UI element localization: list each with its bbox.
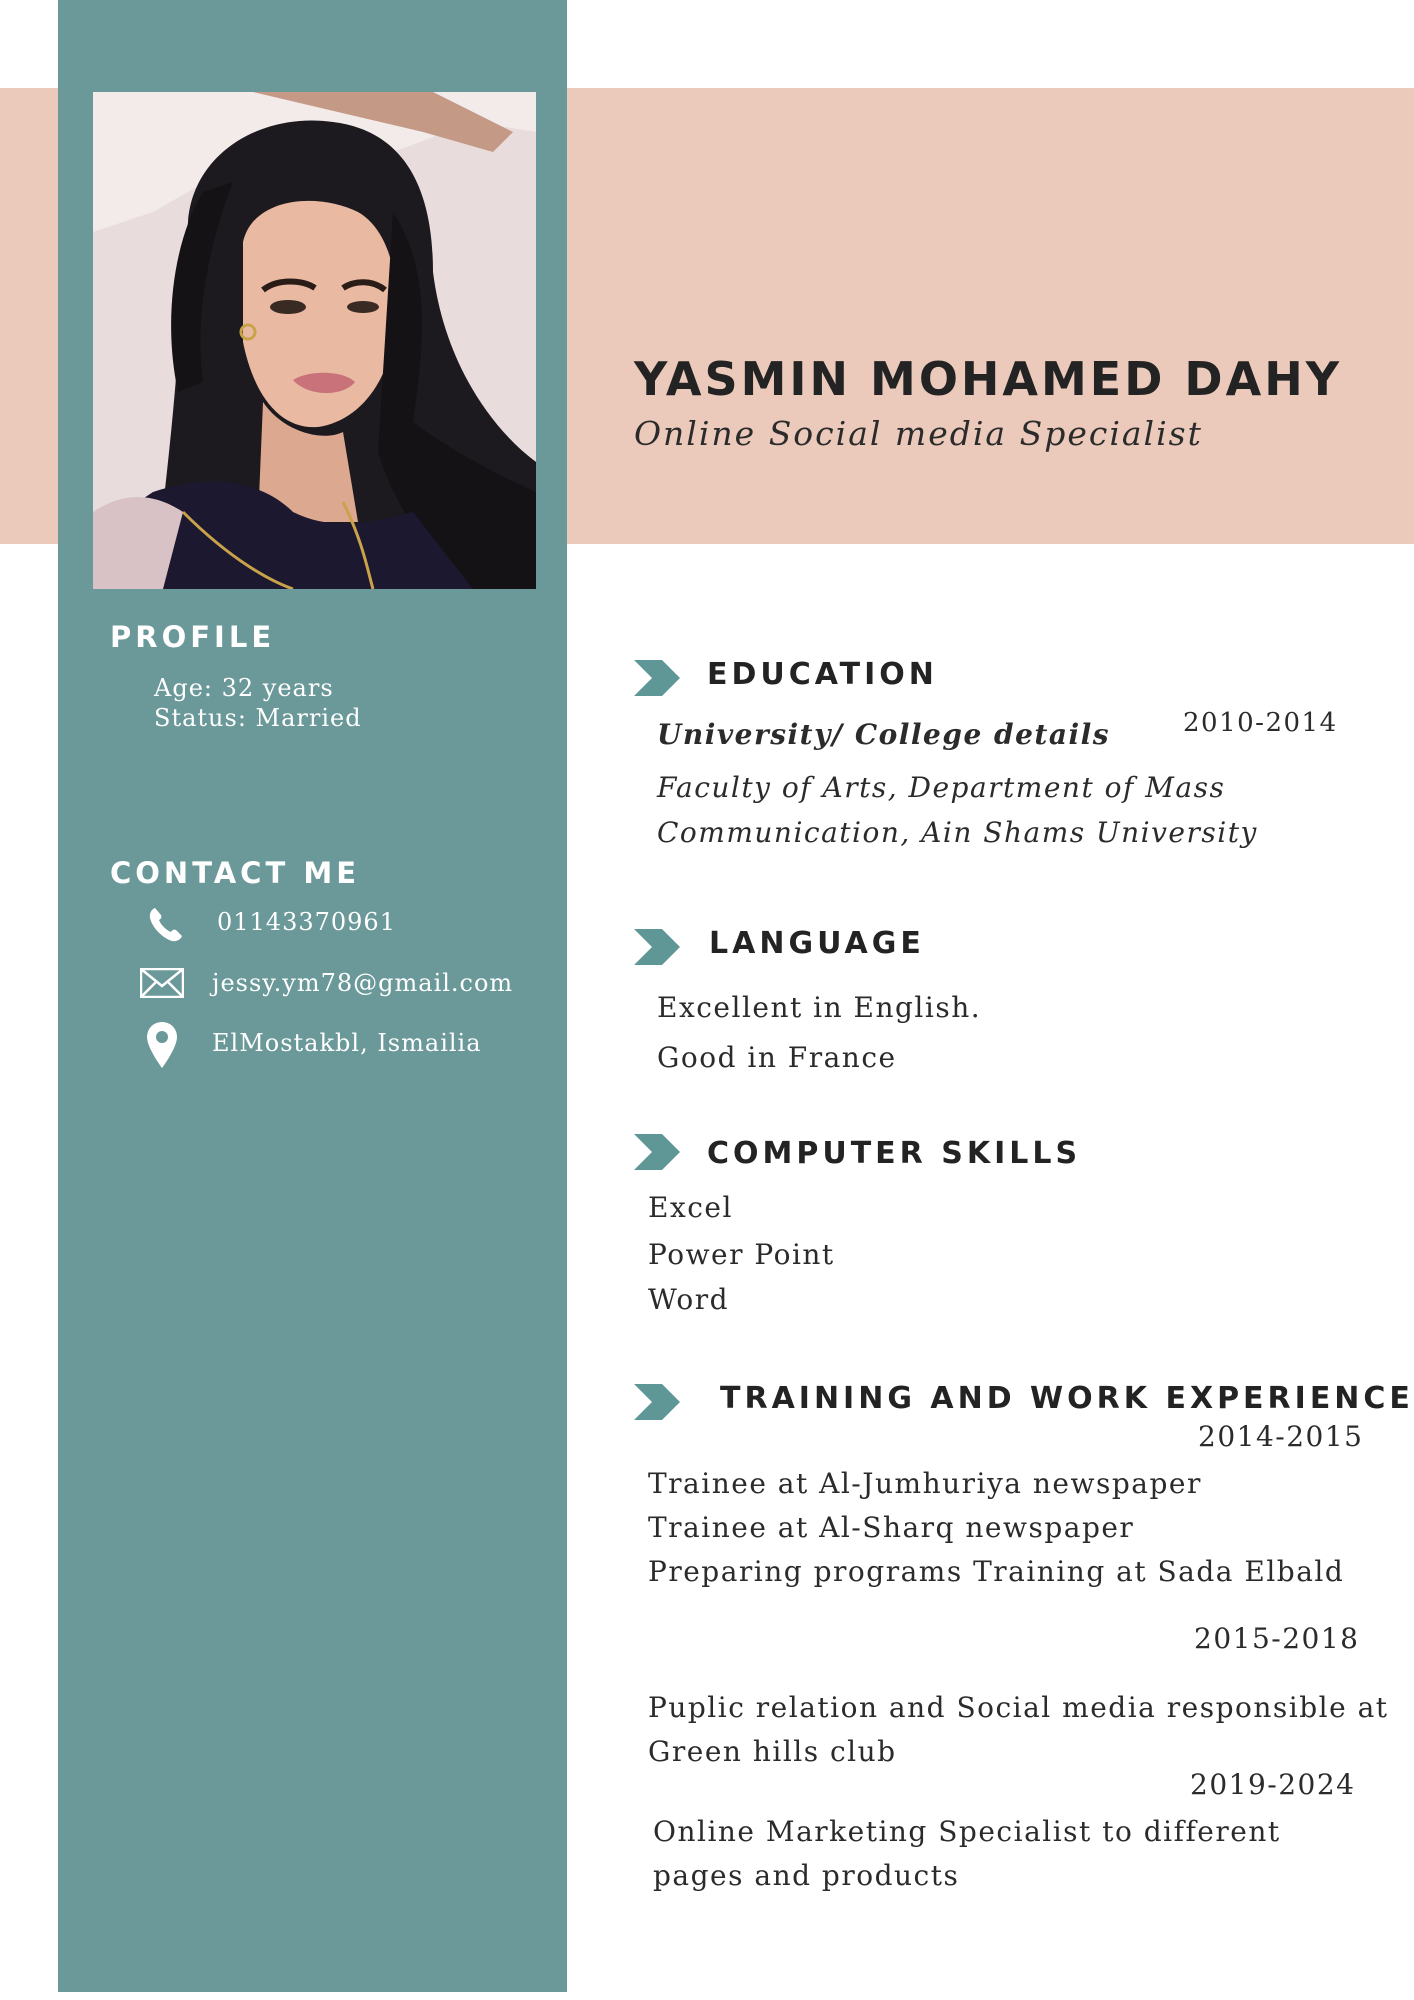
profile-status: Status: Married bbox=[154, 704, 362, 732]
education-heading: EDUCATION bbox=[707, 657, 938, 692]
chevron-right-icon bbox=[634, 929, 680, 969]
contact-phone[interactable]: 01143370961 bbox=[217, 908, 396, 936]
chevron-right-icon bbox=[634, 1384, 680, 1424]
education-line-1: Faculty of Arts, Department of Mass bbox=[657, 771, 1226, 804]
chevron-right-icon bbox=[634, 1134, 680, 1174]
experience-line: Preparing programs Training at Sada Elbald bbox=[648, 1555, 1345, 1588]
education-subheading: University/ College details bbox=[657, 718, 1111, 751]
language-heading: LANGUAGE bbox=[709, 926, 925, 961]
language-item: Excellent in English. bbox=[657, 991, 982, 1024]
phone-icon bbox=[146, 905, 186, 949]
language-item: Good in France bbox=[657, 1041, 897, 1074]
experience-years: 2019-2024 bbox=[1190, 1768, 1356, 1801]
skill-item: Word bbox=[648, 1283, 730, 1316]
experience-line: Trainee at Al-Sharq newspaper bbox=[648, 1511, 1135, 1544]
candidate-name: YASMIN MOHAMED DAHY bbox=[634, 352, 1343, 406]
map-pin-icon bbox=[146, 1021, 178, 1073]
education-line-2: Communication, Ain Shams University bbox=[657, 816, 1258, 849]
skills-heading: COMPUTER SKILLS bbox=[707, 1136, 1082, 1171]
contact-heading: CONTACT ME bbox=[110, 856, 361, 890]
education-years: 2010-2014 bbox=[1183, 708, 1338, 738]
experience-years: 2014-2015 bbox=[1198, 1420, 1364, 1453]
profile-photo bbox=[93, 92, 536, 589]
experience-line: Puplic relation and Social media responsible at bbox=[648, 1691, 1389, 1724]
contact-location: ElMostakbl, Ismailia bbox=[212, 1029, 482, 1057]
chevron-right-icon bbox=[634, 660, 680, 700]
experience-heading: TRAINING AND WORK EXPERIENCE bbox=[720, 1381, 1414, 1416]
experience-line: Green hills club bbox=[648, 1735, 897, 1768]
skill-item: Power Point bbox=[648, 1238, 835, 1271]
skill-item: Excel bbox=[648, 1191, 733, 1224]
experience-line: pages and products bbox=[653, 1859, 960, 1892]
experience-years: 2015-2018 bbox=[1194, 1622, 1360, 1655]
experience-line: Online Marketing Specialist to different bbox=[653, 1815, 1281, 1848]
experience-line: Trainee at Al-Jumhuriya newspaper bbox=[648, 1467, 1202, 1500]
contact-email[interactable]: jessy.ym78@gmail.com bbox=[212, 969, 514, 997]
profile-age: Age: 32 years bbox=[154, 674, 334, 702]
job-title: Online Social media Specialist bbox=[634, 414, 1203, 453]
envelope-icon bbox=[140, 968, 184, 1002]
profile-heading: PROFILE bbox=[110, 620, 276, 654]
